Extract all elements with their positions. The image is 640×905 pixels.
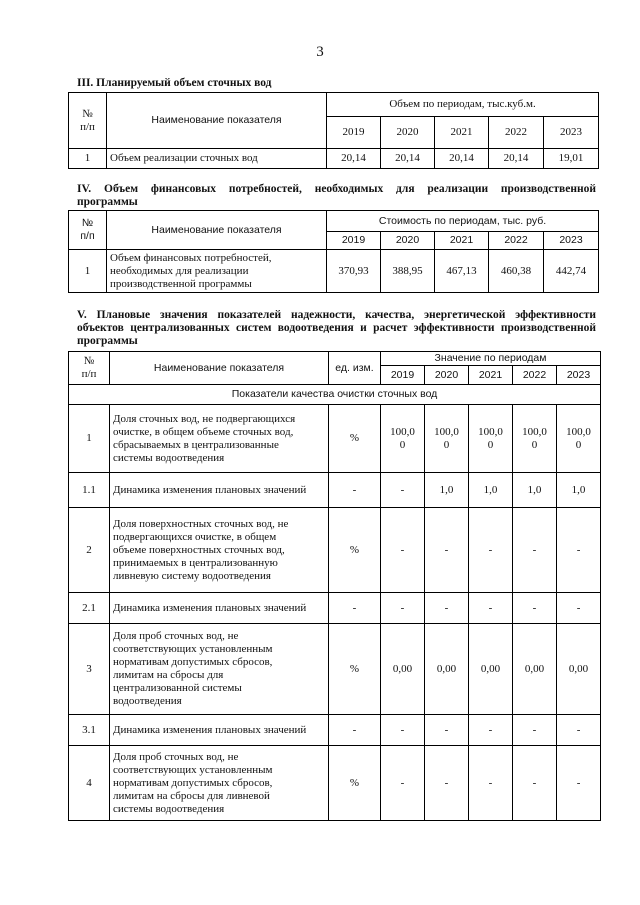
- period-group-header: Стоимость по периодам, тыс. руб.: [327, 211, 599, 232]
- value-cell: -: [381, 593, 425, 624]
- row-number: 2.1: [69, 593, 110, 624]
- row-name: Динамика изменения плановых значений: [110, 593, 329, 624]
- value-cell: -: [381, 746, 425, 821]
- row-name: Доля сточных вод, не подвергающихся очистке, в общем объеме сточных вод, сбрасываемых в централизованные системы водоотведения: [110, 405, 329, 473]
- value-cell: 19,01: [544, 149, 599, 169]
- value-cell: 1,0: [513, 473, 557, 508]
- year-header: 2023: [557, 366, 601, 385]
- row-number: 2: [69, 508, 110, 593]
- row-name: Объем реализации сточных вод: [107, 149, 327, 169]
- value-cell: 100,0 0: [513, 405, 557, 473]
- year-header: 2021: [435, 232, 489, 250]
- value-cell: -: [513, 746, 557, 821]
- value-cell: 370,93: [327, 250, 381, 293]
- value-cell: -: [557, 508, 601, 593]
- section3-table: [68, 92, 599, 169]
- year-header: 2019: [327, 117, 381, 149]
- value-cell: 0,00: [557, 624, 601, 715]
- value-cell: -: [381, 473, 425, 508]
- row-number: 1: [69, 250, 107, 293]
- row-number: 1.1: [69, 473, 110, 508]
- subheader-row: Показатели качества очистки сточных вод: [69, 385, 601, 405]
- value-cell: 20,14: [381, 149, 435, 169]
- unit-cell: %: [329, 746, 381, 821]
- table-row: [69, 473, 601, 508]
- col-name-header: Наименование показателя: [110, 352, 329, 385]
- value-cell: 0,00: [425, 624, 469, 715]
- value-cell: 20,14: [327, 149, 381, 169]
- value-cell: 100,0 0: [469, 405, 513, 473]
- year-header: 2019: [327, 232, 381, 250]
- row-number: 3: [69, 624, 110, 715]
- value-cell: -: [513, 593, 557, 624]
- year-header: 2022: [489, 232, 544, 250]
- value-cell: -: [425, 746, 469, 821]
- table-row: [69, 405, 601, 473]
- row-name: Динамика изменения плановых значений: [110, 715, 329, 746]
- table-row: [69, 746, 601, 821]
- row-number: 1: [69, 149, 107, 169]
- row-name: Объем финансовых потребностей, необходимых для реализации производственной программы: [107, 250, 327, 293]
- year-header: 2022: [513, 366, 557, 385]
- col-name-header: Наименование показателя: [107, 93, 327, 149]
- value-cell: -: [513, 508, 557, 593]
- unit-cell: %: [329, 624, 381, 715]
- value-cell: 20,14: [489, 149, 544, 169]
- section4-title: IV. Объем финансовых потребностей, необходимых для реализации производственной программы: [77, 183, 596, 208]
- period-group-header: Объем по периодам, тыс.куб.м.: [327, 93, 599, 117]
- value-cell: -: [381, 715, 425, 746]
- value-cell: -: [557, 746, 601, 821]
- table-row: [69, 624, 601, 715]
- row-name: Доля проб сточных вод, не соответствующих установленным нормативам допустимых сбросов, лимитам на сбросы для ливневой системы водоотведения: [110, 746, 329, 821]
- value-cell: -: [425, 508, 469, 593]
- value-cell: -: [469, 508, 513, 593]
- value-cell: 0,00: [469, 624, 513, 715]
- value-cell: -: [469, 746, 513, 821]
- value-cell: 1,0: [469, 473, 513, 508]
- year-header: 2021: [435, 117, 489, 149]
- col-number-header: № п/п: [69, 93, 107, 149]
- row-number: 4: [69, 746, 110, 821]
- table-row: [69, 250, 599, 293]
- value-cell: -: [557, 715, 601, 746]
- col-number-header: № п/п: [69, 352, 110, 385]
- page-number: 3: [316, 44, 324, 60]
- value-cell: -: [513, 715, 557, 746]
- row-name: Доля поверхностных сточных вод, не подвергающихся очистке, в общем объеме поверхностных сточных вод, принимаемых в централизованную ливневую систему водоотведения: [110, 508, 329, 593]
- row-name: Динамика изменения плановых значений: [110, 473, 329, 508]
- unit-cell: %: [329, 405, 381, 473]
- value-cell: 0,00: [381, 624, 425, 715]
- section5-title: V. Плановые значения показателей надежности, качества, энергетической эффективности объектов централизованных систем водоотведения и расчет эффективности производственной программы: [77, 309, 596, 347]
- year-header: 2020: [381, 232, 435, 250]
- col-unit-header: ед. изм.: [329, 352, 381, 385]
- value-cell: 1,0: [557, 473, 601, 508]
- value-cell: 388,95: [381, 250, 435, 293]
- value-cell: -: [557, 593, 601, 624]
- section5-table: [68, 351, 601, 821]
- table-row: [69, 593, 601, 624]
- table-row: [69, 508, 601, 593]
- value-cell: 460,38: [489, 250, 544, 293]
- table-row: [69, 149, 599, 169]
- value-cell: -: [425, 593, 469, 624]
- value-cell: 20,14: [435, 149, 489, 169]
- value-cell: -: [469, 715, 513, 746]
- value-cell: 100,0 0: [381, 405, 425, 473]
- unit-cell: -: [329, 473, 381, 508]
- value-cell: -: [381, 508, 425, 593]
- value-cell: 0,00: [513, 624, 557, 715]
- value-cell: 442,74: [544, 250, 599, 293]
- unit-cell: %: [329, 508, 381, 593]
- unit-cell: -: [329, 593, 381, 624]
- col-name-header: Наименование показателя: [107, 211, 327, 250]
- row-number: 1: [69, 405, 110, 473]
- year-header: 2022: [489, 117, 544, 149]
- row-name: Доля проб сточных вод, не соответствующих установленным нормативам допустимых сбросов, лимитам на сбросы для централизованной системы водоотведения: [110, 624, 329, 715]
- col-number-header: № п/п: [69, 211, 107, 250]
- year-header: 2020: [381, 117, 435, 149]
- year-header: 2023: [544, 117, 599, 149]
- year-header: 2023: [544, 232, 599, 250]
- value-cell: -: [469, 593, 513, 624]
- year-header: 2021: [469, 366, 513, 385]
- year-header: 2020: [425, 366, 469, 385]
- table-row: [69, 715, 601, 746]
- value-cell: 100,0 0: [557, 405, 601, 473]
- year-header: 2019: [381, 366, 425, 385]
- row-number: 3.1: [69, 715, 110, 746]
- section3-title: III. Планируемый объем сточных вод: [77, 77, 272, 89]
- value-cell: -: [425, 715, 469, 746]
- value-cell: 1,0: [425, 473, 469, 508]
- value-cell: 100,0 0: [425, 405, 469, 473]
- section4-table: [68, 210, 599, 293]
- value-cell: 467,13: [435, 250, 489, 293]
- unit-cell: -: [329, 715, 381, 746]
- period-group-header: Значение по периодам: [381, 352, 601, 366]
